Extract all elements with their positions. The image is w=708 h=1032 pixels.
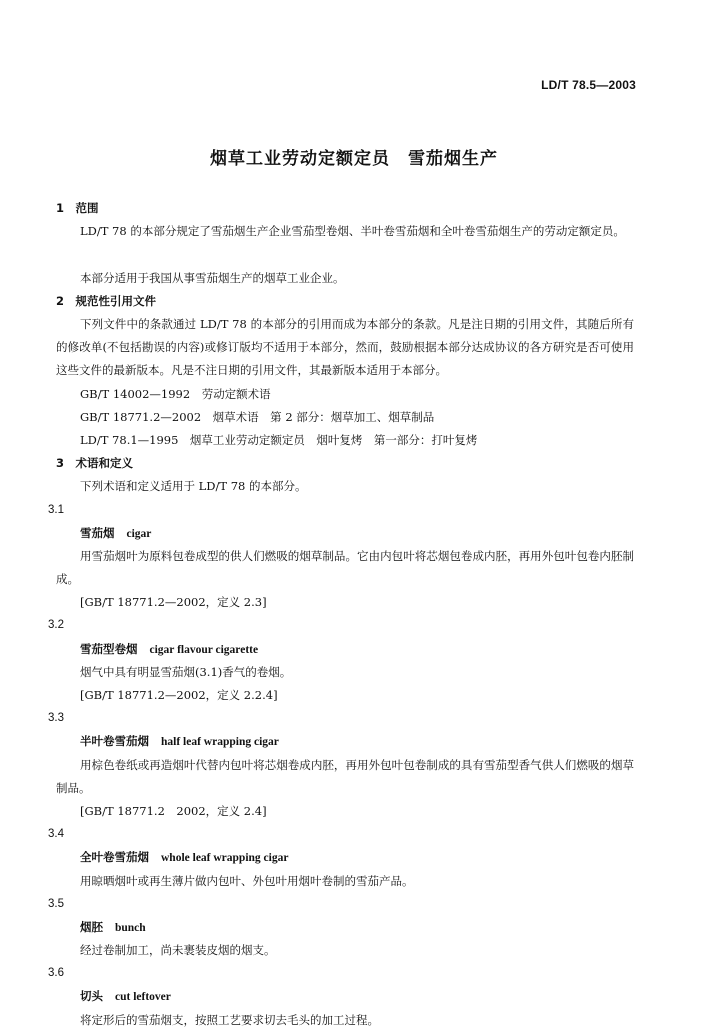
term-cn: 烟胚	[80, 919, 103, 934]
term-number: 3.3	[48, 712, 64, 725]
term-reference: [GB/T 18771.2 2002，定义 2.4]	[80, 803, 267, 818]
term-reference: [GB/T 18771.2—2002，定义 2.3]	[80, 595, 267, 610]
term-reference: [GB/T 18771.2—2002，定义 2.2.4]	[80, 688, 278, 703]
scope-paragraph-2: 本部分适用于我国从事雪茄烟生产的烟草工业企业。	[80, 270, 345, 285]
term-heading	[56, 730, 634, 753]
term-number: 3.2	[48, 619, 64, 632]
term-heading	[56, 522, 634, 545]
term-cn: 雪茄烟	[80, 525, 115, 540]
term-number: 3.4	[48, 828, 64, 841]
term-en: cigar flavour cigarette	[149, 643, 259, 656]
document-body	[48, 197, 634, 1032]
scope-paragraph-1: LD/T 78 的本部分规定了雪茄烟生产企业雪茄型卷烟、半叶卷雪茄烟和全叶卷雪茄烟生产的劳动定额定员。	[80, 224, 625, 239]
reference-item: GB/T 14002—1992 劳动定额术语	[80, 386, 271, 401]
term-number: 3.6	[48, 967, 64, 980]
term-heading	[56, 638, 634, 661]
term-cn: 全叶卷雪茄烟	[80, 850, 149, 865]
references-paragraph: 下列文件中的条款通过 LD/T 78 的本部分的引用而成为本部分的条款。凡是注日期的引用文件，其随后所有的修改单(不包括勘误的内容)或修订版均不适用于本部分，然而，鼓励根据本部分达成协议的各方研究是否可使用这些文件的最新版本。凡是不注日期的引用文件，其最新版本适用于本部分。	[56, 316, 634, 378]
term-en: cigar	[126, 527, 152, 540]
term-cn: 切头	[80, 989, 103, 1004]
term-cn: 雪茄型卷烟	[80, 641, 138, 656]
reference-item: GB/T 18771.2—2002 烟草术语 第 2 部分：烟草加工、烟草制品	[80, 409, 435, 424]
terms-intro: 下列术语和定义适用于 LD/T 78 的本部分。	[80, 479, 307, 494]
term-en: whole leaf wrapping cigar	[161, 852, 289, 865]
standard-code: LD/T 78.5—2003	[541, 78, 636, 92]
term-heading	[56, 985, 634, 1008]
section-heading-scope: 1 范围	[56, 201, 99, 215]
term-heading	[56, 846, 634, 869]
term-definition: 经过卷制加工，尚未裹装皮烟的烟支。	[80, 943, 276, 958]
term-definition: 将定形后的雪茄烟支，按照工艺要求切去毛头的加工过程。	[80, 1012, 379, 1027]
term-number: 3.5	[48, 897, 64, 910]
section-heading-terms: 3 术语和定义	[56, 456, 134, 471]
document-title: 烟草工业劳动定额定员 雪茄烟生产	[210, 149, 498, 169]
term-en: cut leftover	[115, 991, 171, 1004]
term-definition: 用晾晒烟叶或再生薄片做内包叶、外包叶用烟叶卷制的雪茄产品。	[80, 873, 414, 888]
term-number: 3.1	[48, 503, 64, 516]
term-definition: 用棕色卷纸或再造烟叶代替内包叶将芯烟卷成内胚，再用外包叶包卷制成的具有雪茄型香气供人们燃吸的烟草制品。	[56, 757, 634, 795]
reference-item: LD/T 78.1—1995 烟草工业劳动定额定员 烟叶复烤 第一部分：打叶复烤	[80, 432, 478, 447]
section-heading-references: 2 规范性引用文件	[56, 293, 157, 308]
term-heading	[56, 916, 634, 939]
term-en: bunch	[115, 921, 146, 934]
term-definition: 用雪茄烟叶为原料包卷成型的供人们燃吸的烟草制品。它由内包叶将芯烟包卷成内胚，再用外包叶包卷内胚制成。	[56, 548, 634, 587]
term-definition: 烟气中具有明显雪茄烟(3.1)香气的卷烟。	[80, 664, 292, 679]
term-en: half leaf wrapping cigar	[161, 736, 279, 749]
term-cn: 半叶卷雪茄烟	[80, 734, 149, 749]
